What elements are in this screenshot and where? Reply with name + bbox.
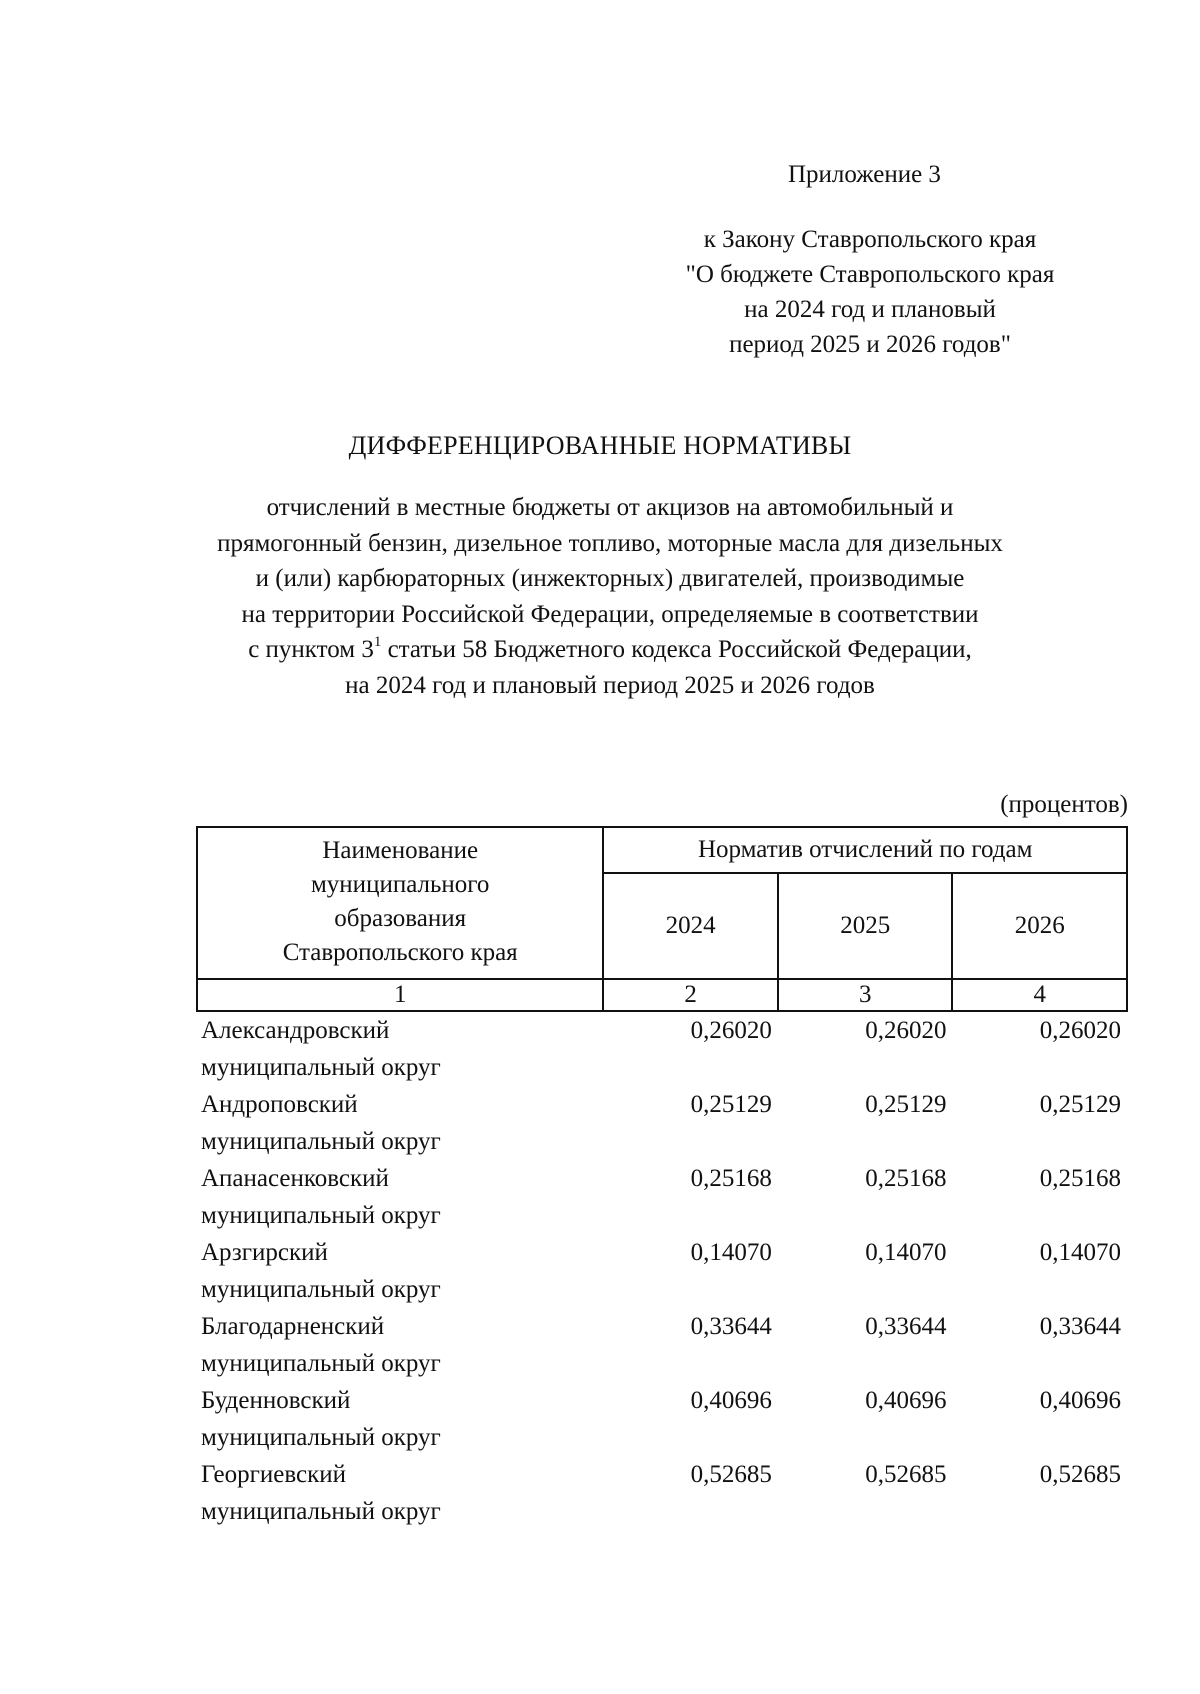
subtitle-line: на 2024 год и плановый период 2025 и 2026 годов bbox=[345, 671, 875, 699]
header-year: 2024 bbox=[603, 873, 778, 979]
header-line: Наименование bbox=[322, 837, 479, 864]
column-number: 1 bbox=[197, 979, 603, 1011]
table-row bbox=[197, 1011, 1127, 1086]
municipality-cell bbox=[197, 1456, 603, 1530]
value-2025: 0,40696 bbox=[865, 1387, 947, 1414]
municipality-name: Андроповский bbox=[201, 1091, 358, 1118]
annex-line: "О бюджете Ставропольского края bbox=[685, 261, 1055, 288]
subtitle-line: отчислений в местные бюджеты от акцизов на автомобильный и bbox=[266, 494, 954, 521]
document-subtitle bbox=[150, 490, 1070, 703]
document-title: ДИФФЕРЕНЦИРОВАННЫЕ НОРМАТИВЫ bbox=[348, 431, 852, 460]
municipality-name: Георгиевский bbox=[201, 1461, 347, 1488]
column-numbers-row bbox=[197, 979, 1127, 1011]
value-2026: 0,33644 bbox=[1039, 1313, 1121, 1340]
municipality-name: Апанасенковский bbox=[201, 1165, 389, 1192]
municipality-type: муниципальный округ bbox=[201, 1202, 441, 1229]
municipality-name: Буденновский bbox=[201, 1387, 351, 1414]
value-2025: 0,25168 bbox=[865, 1165, 947, 1192]
municipality-type: муниципальный округ bbox=[201, 1054, 441, 1081]
value-2024: 0,40696 bbox=[690, 1387, 772, 1414]
municipality-type: муниципальный округ bbox=[201, 1424, 441, 1451]
value-2024: 0,25129 bbox=[690, 1091, 772, 1118]
subtitle-text: с пунктом 3 bbox=[248, 636, 374, 663]
value-2024: 0,25168 bbox=[690, 1165, 772, 1192]
municipality-cell bbox=[197, 1234, 603, 1308]
municipality-cell bbox=[197, 1382, 603, 1456]
table-row bbox=[197, 1086, 1127, 1160]
municipality-cell bbox=[197, 1011, 603, 1086]
annex-reference bbox=[640, 222, 1100, 362]
municipality-name: Благодарненский bbox=[201, 1313, 385, 1340]
subtitle-line: и (или) карбюраторных (инжекторных) двигателей, производимые bbox=[255, 565, 965, 592]
annex-line: на 2024 год и плановый bbox=[744, 296, 996, 323]
header-norm-group: Норматив отчислений по годам bbox=[603, 827, 1127, 873]
table-header bbox=[197, 827, 1127, 1011]
column-number: 3 bbox=[778, 979, 953, 1011]
table-row bbox=[197, 1382, 1127, 1456]
header-municipality bbox=[197, 827, 603, 979]
column-number: 4 bbox=[952, 979, 1127, 1011]
table-row bbox=[197, 1308, 1127, 1382]
value-2024: 0,33644 bbox=[690, 1313, 772, 1340]
municipality-cell bbox=[197, 1308, 603, 1382]
norms-table bbox=[196, 826, 1128, 1530]
subtitle-line: на территории Российской Федерации, определяемые в соответствии bbox=[241, 600, 979, 628]
table-row bbox=[197, 1234, 1127, 1308]
subtitle-text: статьи 58 Бюджетного кодекса Российской Федерации, bbox=[381, 636, 972, 663]
value-2025: 0,33644 bbox=[865, 1313, 947, 1340]
header-year: 2025 bbox=[778, 873, 953, 979]
header-line: муниципального bbox=[310, 871, 490, 898]
table-row bbox=[197, 1456, 1127, 1530]
value-2026: 0,52685 bbox=[1039, 1461, 1121, 1488]
header-line: образования bbox=[334, 905, 467, 932]
municipality-type: муниципальный округ bbox=[201, 1128, 441, 1155]
annex-line: период 2025 и 2026 годов" bbox=[729, 331, 1011, 358]
municipality-type: муниципальный округ bbox=[201, 1498, 441, 1525]
annex-title: Приложение 3 bbox=[788, 161, 941, 188]
municipality-cell bbox=[197, 1086, 603, 1160]
value-2024: 0,26020 bbox=[690, 1017, 772, 1044]
header-year: 2026 bbox=[952, 873, 1127, 979]
annex-line: к Закону Ставропольского края bbox=[703, 226, 1037, 253]
value-2025: 0,26020 bbox=[865, 1017, 947, 1044]
subtitle-line bbox=[150, 632, 1070, 668]
municipality-name: Александровский bbox=[201, 1017, 390, 1044]
value-2024: 0,14070 bbox=[690, 1239, 772, 1266]
value-2024: 0,52685 bbox=[690, 1461, 772, 1488]
header-row bbox=[197, 827, 1127, 873]
municipality-type: муниципальный округ bbox=[201, 1350, 441, 1377]
value-2026: 0,40696 bbox=[1039, 1387, 1121, 1414]
value-2025: 0,52685 bbox=[865, 1461, 947, 1488]
subtitle-line: прямогонный бензин, дизельное топливо, моторные масла для дизельных bbox=[217, 529, 1003, 557]
value-2025: 0,25129 bbox=[865, 1091, 947, 1118]
units-label: (процентов) bbox=[1000, 791, 1128, 818]
municipality-type: муниципальный округ bbox=[201, 1276, 441, 1303]
municipality-name: Арзгирский bbox=[201, 1239, 328, 1266]
superscript: 1 bbox=[373, 633, 382, 650]
column-number: 2 bbox=[603, 979, 778, 1011]
value-2025: 0,14070 bbox=[865, 1239, 947, 1266]
municipality-cell bbox=[197, 1160, 603, 1234]
value-2026: 0,26020 bbox=[1039, 1017, 1121, 1044]
value-2026: 0,25168 bbox=[1039, 1165, 1121, 1192]
header-line: Ставропольского края bbox=[282, 939, 518, 966]
value-2026: 0,25129 bbox=[1039, 1091, 1121, 1118]
value-2026: 0,14070 bbox=[1039, 1239, 1121, 1266]
table-row bbox=[197, 1160, 1127, 1234]
table-body bbox=[197, 1011, 1127, 1530]
